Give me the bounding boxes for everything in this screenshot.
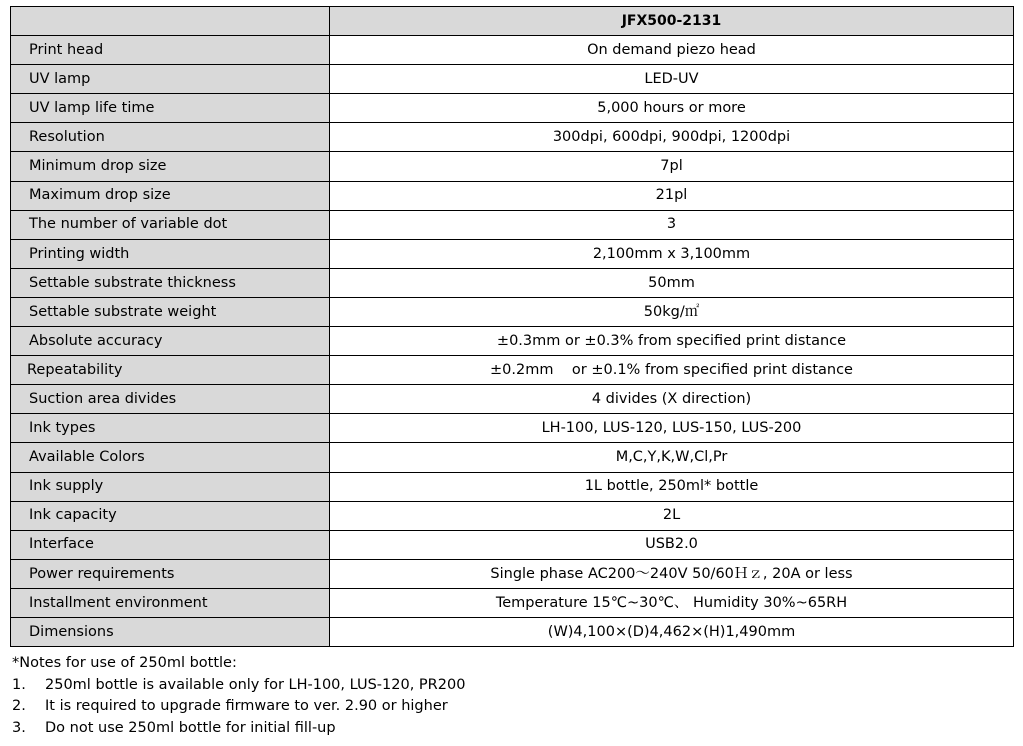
row-label: Suction area divides [11,385,330,414]
table-row [11,588,1014,617]
row-value: LED-UV [330,65,1014,94]
row-label: Installment environment [11,588,330,617]
row-value: LH-100, LUS-120, LUS-150, LUS-200 [330,414,1014,443]
row-label: Resolution [11,123,330,152]
row-value: 7pl [330,152,1014,181]
row-value: 3 [330,210,1014,239]
table-row [11,152,1014,181]
note-item [12,696,465,718]
header-row [11,7,1014,36]
row-value: 1L bottle, 250ml* bottle [330,472,1014,501]
row-value: M,C,Y,K,W,Cl,Pr [330,443,1014,472]
spec-table [10,6,1014,647]
table-row [11,617,1014,646]
table-row [11,239,1014,268]
table-row [11,472,1014,501]
table-row [11,385,1014,414]
row-label: Repeatability [11,356,330,385]
row-value: 5,000 hours or more [330,94,1014,123]
row-value: 300dpi, 600dpi, 900dpi, 1200dpi [330,123,1014,152]
row-label: Dimensions [11,617,330,646]
row-value: 2L [330,501,1014,530]
table-row [11,297,1014,326]
row-label: UV lamp [11,65,330,94]
note-item [12,675,465,697]
model-header: JFX500-2131 [330,7,1014,36]
table-row [11,501,1014,530]
row-value: 4 divides (X direction) [330,385,1014,414]
row-value: USB2.0 [330,530,1014,559]
note-number: 3. [12,719,26,736]
row-label: Settable substrate thickness [11,268,330,297]
table-row [11,210,1014,239]
row-label: Available Colors [11,443,330,472]
table-row [11,268,1014,297]
row-label: Power requirements [11,559,330,588]
row-value: ±0.2mm or ±0.1% from specified print distance [330,356,1014,385]
note-item [12,718,465,740]
row-label: Maximum drop size [11,181,330,210]
row-label: Ink supply [11,472,330,501]
row-label: Minimum drop size [11,152,330,181]
row-label: Interface [11,530,330,559]
row-value: Single phase AC200～240V 50/60Ｈｚ, 20A or less [330,559,1014,588]
note-text: 250ml bottle is available only for LH-100, LUS-120, PR200 [45,676,466,693]
row-value: ±0.3mm or ±0.3% from specified print distance [330,327,1014,356]
notes-title: *Notes for use of 250ml bottle: [12,655,237,671]
note-number: 2. [12,698,26,714]
row-value: 2,100mm x 3,100mm [330,239,1014,268]
row-value: 21pl [330,181,1014,210]
row-value: 50kg/㎡ [330,297,1014,326]
table-row [11,36,1014,65]
row-value: Temperature 15℃~30℃、 Humidity 30%~65RH [330,588,1014,617]
table-row [11,530,1014,559]
note-text: Do not use 250ml bottle for initial fill-up [45,719,336,736]
row-label: Absolute accuracy [11,327,330,356]
note-number: 1. [12,676,26,693]
table-row [11,94,1014,123]
note-text: It is required to upgrade firmware to ver. 2.90 or higher [45,698,448,714]
table-row [11,123,1014,152]
row-value: 50mm [330,268,1014,297]
row-value: (W)4,100×(D)4,462×(H)1,490mm [330,617,1014,646]
row-label: Settable substrate weight [11,297,330,326]
row-label: Ink capacity [11,501,330,530]
row-value: On demand piezo head [330,36,1014,65]
row-label: Printing width [11,239,330,268]
notes-section [12,653,465,739]
table-row [11,356,1014,385]
table-row [11,65,1014,94]
row-label: Ink types [11,414,330,443]
row-label: Print head [11,36,330,65]
row-label: The number of variable dot [11,210,330,239]
header-corner-cell [11,7,330,36]
table-row [11,414,1014,443]
row-label: UV lamp life time [11,94,330,123]
table-row [11,327,1014,356]
table-row [11,181,1014,210]
table-row [11,443,1014,472]
table-row [11,559,1014,588]
